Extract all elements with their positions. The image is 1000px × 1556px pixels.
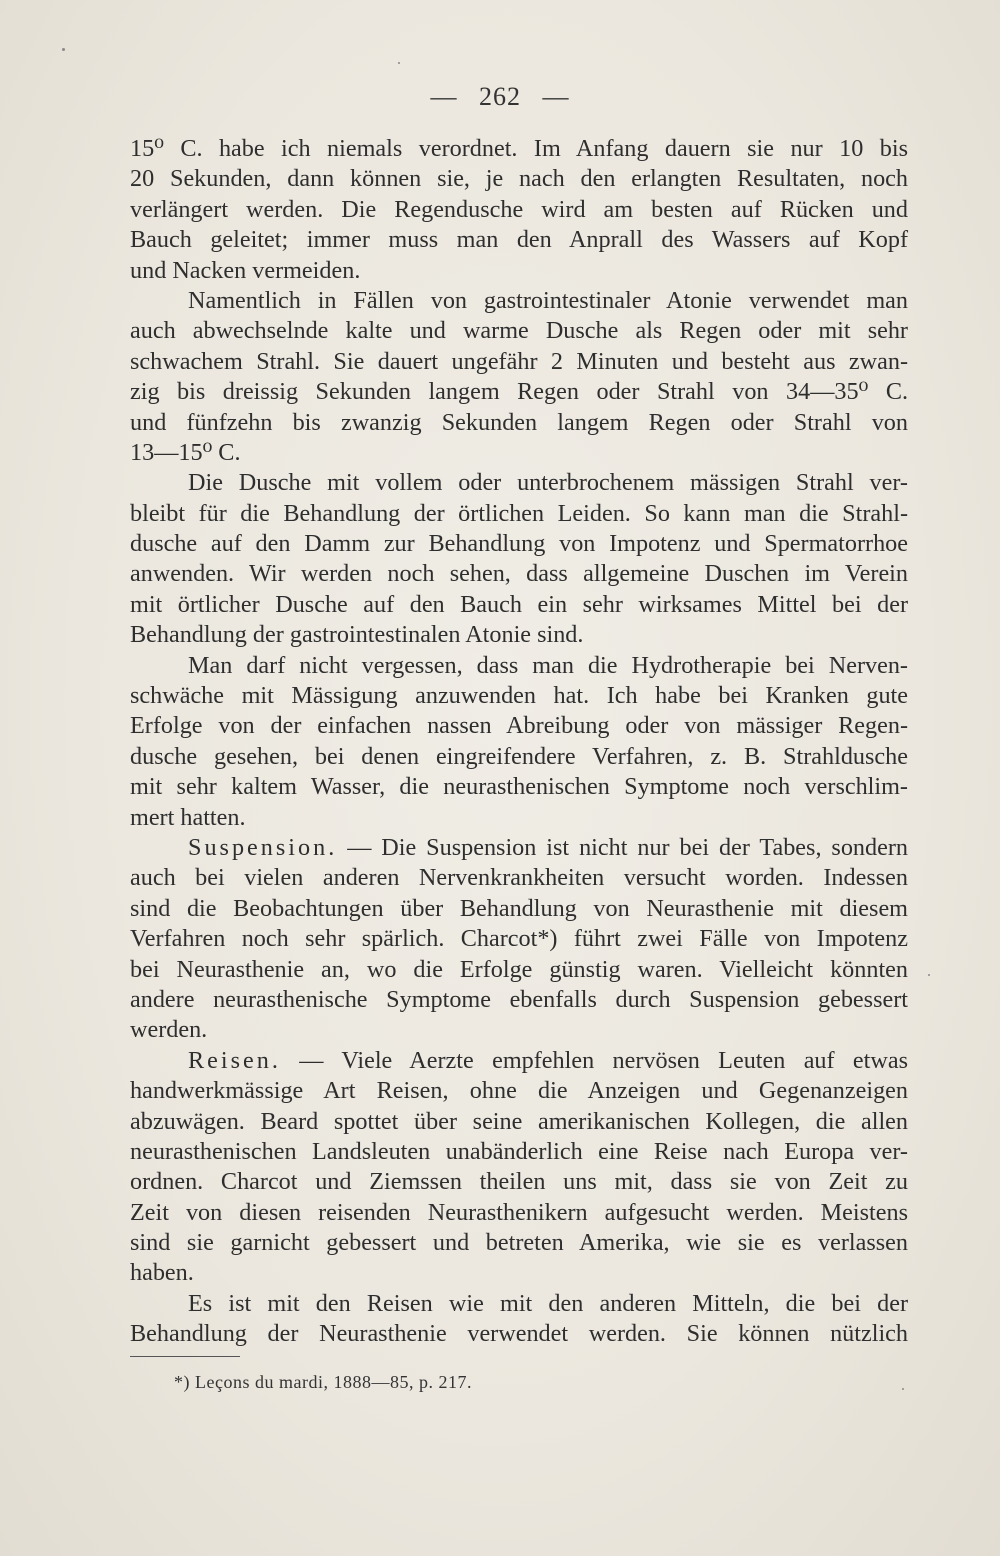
- text-line: 13—15⁰ C.: [130, 438, 241, 466]
- text-line: anwenden. Wir werden noch sehen, dass allgemeine Duschen im Verein: [130, 560, 908, 588]
- text-line-with-heading: [130, 1046, 908, 1076]
- text-line: bei Neurasthenie an, wo die Erfolge günstig waren. Vielleicht könnten: [130, 955, 908, 983]
- text-line: Behandlung der gastrointestinalen Atonie sind.: [130, 621, 584, 649]
- text-line: sind die Beobachtungen über Behandlung von Neurasthenie mit diesem: [130, 894, 908, 922]
- paper-speck: [62, 48, 65, 51]
- text-line: Bauch geleitet; immer muss man den Anprall des Wassers auf Kopf: [130, 226, 908, 254]
- text-line: handwerkmässige Art Reisen, ohne die Anzeigen und Gegenanzeigen: [130, 1077, 908, 1105]
- text-line: neurasthenischen Landsleuten unabänderlich eine Reise nach Europa ver-: [130, 1137, 908, 1165]
- text-line-rest: — Die Suspension ist nicht nur bei der Tabes, sondern: [347, 833, 908, 861]
- text-line: ordnen. Charcot und Ziemssen theilen uns mit, dass sie von Zeit zu: [130, 1168, 908, 1196]
- footnote: [174, 1372, 472, 1393]
- text-line: Zeit von diesen reisenden Neurasthenikern aufgesucht werden. Meistens: [130, 1198, 908, 1226]
- text-line: Behandlung der Neurasthenie verwendet werden. Sie können nützlich: [130, 1320, 908, 1348]
- text-line: und fünfzehn bis zwanzig Sekunden langem Regen oder Strahl von: [130, 408, 908, 436]
- text-line: werden.: [130, 1016, 208, 1044]
- footnote-divider: [130, 1356, 240, 1357]
- text-line: 15⁰ C. habe ich niemals verordnet. Im Anfang dauern sie nur 10 bis: [130, 135, 908, 162]
- text-line: Verfahren noch sehr spärlich. Charcot*) führt zwei Fälle von Impotenz: [130, 925, 908, 953]
- paper-speck: [398, 62, 400, 64]
- text-line: haben.: [130, 1259, 194, 1287]
- section-heading-reisen: Reisen.: [188, 1046, 281, 1074]
- page-header: [0, 82, 1000, 112]
- text-line: Die Dusche mit vollem oder unterbrochenem mässigen Strahl ver-: [188, 469, 908, 497]
- text-line: Es ist mit den Reisen wie mit den anderen Mitteln, die bei der: [188, 1289, 908, 1317]
- text-line: andere neurasthenische Symptome ebenfalls durch Suspension gebessert: [130, 985, 908, 1013]
- text-line: Man darf nicht vergessen, dass man die Hydrotherapie bei Nerven-: [188, 651, 908, 679]
- text-line: abzuwägen. Beard spottet über seine amerikanischen Kollegen, die allen: [130, 1107, 908, 1135]
- text-line: dusche auf den Damm zur Behandlung von Impotenz und Spermatorrhoe: [130, 530, 908, 558]
- header-dash-left: —: [430, 82, 458, 111]
- text-line: dusche gesehen, bei denen eingreifendere Verfahren, z. B. Strahldusche: [130, 742, 908, 770]
- text-line: mit örtlicher Dusche auf den Bauch ein sehr wirksames Mittel bei der: [130, 590, 908, 618]
- text-line: und Nacken vermeiden.: [130, 256, 361, 284]
- text-line: Erfolge von der einfachen nassen Abreibung oder von mässiger Regen-: [130, 712, 908, 740]
- paper-speck: [928, 974, 930, 976]
- text-line: bleibt für die Behandlung der örtlichen Leiden. So kann man die Strahl-: [130, 499, 908, 527]
- paper-speck: [902, 1388, 904, 1390]
- footnote-marker: *): [174, 1372, 190, 1392]
- text-line: auch abwechselnde kalte und warme Dusche als Regen oder mit sehr: [130, 317, 908, 345]
- text-line: 20 Sekunden, dann können sie, je nach den erlangten Resultaten, noch: [130, 165, 908, 193]
- text-line: sind sie garnicht gebessert und betreten Amerika, wie sie es verlassen: [130, 1229, 908, 1257]
- text-line: zig bis dreissig Sekunden langem Regen oder Strahl von 34—35⁰ C.: [130, 378, 908, 406]
- section-heading-suspension: Suspension.: [188, 833, 338, 861]
- text-line: schwäche mit Mässigung anzuwenden hat. Ich habe bei Kranken gute: [130, 682, 908, 710]
- text-line: mert hatten.: [130, 803, 246, 831]
- header-dash-right: —: [542, 82, 570, 111]
- text-line: verlängert werden. Die Regendusche wird am besten auf Rücken und: [130, 195, 908, 223]
- text-line: Namentlich in Fällen von gastrointestinaler Atonie verwendet man: [188, 286, 908, 314]
- body-text: [130, 134, 908, 1350]
- page-number: 262: [479, 82, 521, 111]
- text-line-with-heading: [130, 833, 908, 863]
- text-line: auch bei vielen anderen Nervenkrankheiten versucht worden. Indessen: [130, 864, 908, 892]
- text-line: schwachem Strahl. Sie dauert ungefähr 2 Minuten und besteht aus zwan-: [130, 347, 908, 375]
- footnote-text: Leçons du mardi, 1888—85, p. 217.: [195, 1372, 472, 1392]
- text-line-rest: — Viele Aerzte empfehlen nervösen Leuten auf etwas: [299, 1046, 908, 1074]
- text-line: mit sehr kaltem Wasser, die neurasthenischen Symptome noch verschlim-: [130, 773, 908, 801]
